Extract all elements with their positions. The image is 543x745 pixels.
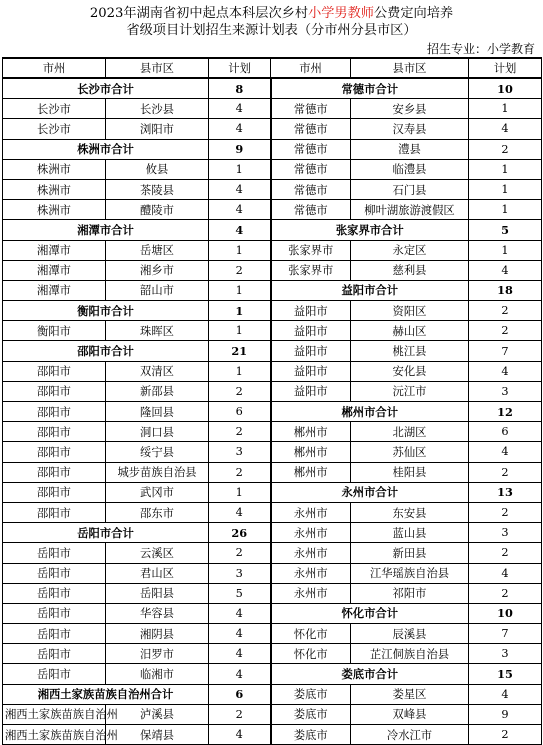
county-cell-left: 湘乡市	[106, 260, 209, 280]
county-cell-right: 安乡县	[351, 99, 469, 119]
subject-label: 招生专业：小学教育	[426, 42, 535, 56]
plan-cell-right: 6	[469, 422, 542, 442]
subtotal-label-left: 岳阳市合计	[3, 523, 209, 543]
subtotal-plan-right: 5	[469, 220, 542, 240]
city-cell-right: 张家界市	[271, 240, 351, 260]
city-cell-right: 娄底市	[271, 725, 351, 745]
city-cell-right: 郴州市	[271, 422, 351, 442]
city-cell-right: 常德市	[271, 139, 351, 159]
plan-cell-left: 2	[209, 422, 271, 442]
plan-cell-left: 4	[209, 179, 271, 199]
city-cell-left: 株洲市	[3, 200, 106, 220]
county-cell-left: 攸县	[106, 159, 209, 179]
city-cell-left: 长沙市	[3, 99, 106, 119]
document-title-line2: 省级项目计划招生来源计划表（分市州分县市区）	[126, 23, 417, 38]
city-cell-left: 湘西土家族苗族自治州	[3, 704, 106, 724]
subtotal-plan-right: 12	[469, 402, 542, 422]
plan-cell-right: 1	[469, 159, 542, 179]
table-row	[3, 402, 542, 422]
city-cell-right: 常德市	[271, 179, 351, 199]
city-cell-right: 娄底市	[271, 704, 351, 724]
city-cell-left: 湘西土家族苗族自治州	[3, 725, 106, 745]
city-cell-left: 岳阳市	[3, 664, 106, 684]
county-cell-left: 岳塘区	[106, 240, 209, 260]
plan-cell-left: 1	[209, 240, 271, 260]
plan-cell-right: 2	[469, 725, 542, 745]
city-cell-right: 怀化市	[271, 624, 351, 644]
subtotal-label-left: 衡阳市合计	[3, 301, 209, 321]
subtotal-plan-right: 15	[469, 664, 542, 684]
county-cell-right: 资阳区	[351, 301, 469, 321]
city-cell-left: 湘潭市	[3, 260, 106, 280]
plan-cell-right: 3	[469, 523, 542, 543]
subtotal-plan-left: 8	[209, 78, 271, 99]
city-cell-left: 株洲市	[3, 159, 106, 179]
plan-cell-right: 2	[469, 301, 542, 321]
county-cell-left: 隆回县	[106, 402, 209, 422]
county-cell-right: 东安县	[351, 502, 469, 522]
title-highlight: 小学男教师	[308, 6, 374, 21]
plan-cell-left: 1	[209, 280, 271, 300]
table-row	[3, 624, 542, 644]
subtotal-label-right: 郴州市合计	[271, 402, 469, 422]
county-cell-right: 娄星区	[351, 684, 469, 704]
city-cell-left: 邵阳市	[3, 482, 106, 502]
subtotal-label-right: 张家界市合计	[271, 220, 469, 240]
city-cell-left: 岳阳市	[3, 603, 106, 623]
county-cell-left: 云溪区	[106, 543, 209, 563]
table-row	[3, 603, 542, 623]
table-row	[3, 159, 542, 179]
city-cell-right: 郴州市	[271, 462, 351, 482]
city-cell-right: 常德市	[271, 200, 351, 220]
county-cell-right: 柳叶湖旅游渡假区	[351, 200, 469, 220]
city-cell-left: 湘潭市	[3, 240, 106, 260]
city-cell-right: 益阳市	[271, 381, 351, 401]
city-cell-right: 郴州市	[271, 442, 351, 462]
city-cell-left: 株洲市	[3, 179, 106, 199]
county-cell-left: 君山区	[106, 563, 209, 583]
county-cell-right: 桂阳县	[351, 462, 469, 482]
table-row	[3, 704, 542, 724]
county-cell-right: 江华瑶族自治县	[351, 563, 469, 583]
county-cell-left: 长沙县	[106, 99, 209, 119]
plan-cell-left: 4	[209, 664, 271, 684]
plan-cell-right: 4	[469, 563, 542, 583]
plan-cell-left: 6	[209, 402, 271, 422]
city-cell-left: 岳阳市	[3, 624, 106, 644]
county-cell-left: 汨罗市	[106, 644, 209, 664]
plan-cell-left: 4	[209, 624, 271, 644]
plan-cell-left: 2	[209, 704, 271, 724]
plan-cell-right: 2	[469, 543, 542, 563]
plan-cell-right: 1	[469, 179, 542, 199]
county-cell-left: 临湘市	[106, 664, 209, 684]
county-cell-right: 临澧县	[351, 159, 469, 179]
plan-cell-right: 4	[469, 361, 542, 381]
plan-cell-left: 2	[209, 462, 271, 482]
plan-cell-right: 1	[469, 240, 542, 260]
city-cell-left: 湘潭市	[3, 280, 106, 300]
subtotal-plan-left: 4	[209, 220, 271, 240]
city-cell-left: 邵阳市	[3, 381, 106, 401]
county-cell-left: 邵东市	[106, 502, 209, 522]
table-row	[3, 240, 542, 260]
county-cell-right: 蓝山县	[351, 523, 469, 543]
table-row	[3, 442, 542, 462]
header-city-right: 市州	[271, 58, 351, 78]
title-suffix: 公费定向培养	[374, 6, 454, 21]
city-cell-right: 常德市	[271, 99, 351, 119]
plan-cell-left: 4	[209, 725, 271, 745]
subtotal-label-left: 长沙市合计	[3, 78, 209, 99]
subtotal-plan-left: 1	[209, 301, 271, 321]
county-cell-right: 北湖区	[351, 422, 469, 442]
plan-cell-right: 2	[469, 502, 542, 522]
table-row	[3, 179, 542, 199]
table-row	[3, 321, 542, 341]
county-cell-right: 芷江侗族自治县	[351, 644, 469, 664]
table-row	[3, 260, 542, 280]
table-header-row	[3, 58, 542, 78]
document-title-line1	[0, 5, 543, 22]
city-cell-right: 益阳市	[271, 341, 351, 361]
table-row	[3, 684, 542, 704]
table-row	[3, 482, 542, 502]
subtotal-label-left: 湘西土家族苗族自治州合计	[3, 684, 209, 704]
county-cell-left: 双清区	[106, 361, 209, 381]
plan-cell-right: 7	[469, 341, 542, 361]
county-cell-right: 永定区	[351, 240, 469, 260]
county-cell-left: 泸溪县	[106, 704, 209, 724]
county-cell-right: 汉寿县	[351, 119, 469, 139]
table-row	[3, 99, 542, 119]
plan-cell-left: 4	[209, 200, 271, 220]
plan-cell-left: 4	[209, 644, 271, 664]
county-cell-left: 岳阳县	[106, 583, 209, 603]
county-cell-right: 赫山区	[351, 321, 469, 341]
table-row	[3, 644, 542, 664]
city-cell-left: 岳阳市	[3, 583, 106, 603]
city-cell-right: 益阳市	[271, 361, 351, 381]
county-cell-left: 城步苗族自治县	[106, 462, 209, 482]
city-cell-left: 邵阳市	[3, 442, 106, 462]
county-cell-left: 武冈市	[106, 482, 209, 502]
subtotal-plan-left: 6	[209, 684, 271, 704]
subtotal-label-right: 永州市合计	[271, 482, 469, 502]
table-row	[3, 220, 542, 240]
plan-cell-right: 1	[469, 200, 542, 220]
subtotal-label-left: 邵阳市合计	[3, 341, 209, 361]
county-cell-right: 新田县	[351, 543, 469, 563]
subtotal-plan-right: 10	[469, 78, 542, 99]
county-cell-right: 冷水江市	[351, 725, 469, 745]
county-cell-left: 浏阳市	[106, 119, 209, 139]
city-cell-right: 常德市	[271, 119, 351, 139]
county-cell-left: 华容县	[106, 603, 209, 623]
plan-cell-right: 4	[469, 119, 542, 139]
county-cell-right: 安化县	[351, 361, 469, 381]
table-row	[3, 583, 542, 603]
city-cell-right: 益阳市	[271, 301, 351, 321]
plan-cell-left: 3	[209, 442, 271, 462]
city-cell-left: 长沙市	[3, 119, 106, 139]
table-row	[3, 725, 542, 745]
table-row	[3, 78, 542, 99]
county-cell-left: 珠晖区	[106, 321, 209, 341]
plan-cell-right: 9	[469, 704, 542, 724]
plan-cell-left: 1	[209, 361, 271, 381]
plan-cell-right: 4	[469, 260, 542, 280]
table-row	[3, 200, 542, 220]
table-row	[3, 341, 542, 361]
city-cell-right: 永州市	[271, 523, 351, 543]
county-cell-right: 慈利县	[351, 260, 469, 280]
city-cell-right: 永州市	[271, 583, 351, 603]
city-cell-right: 永州市	[271, 502, 351, 522]
county-cell-right: 双峰县	[351, 704, 469, 724]
county-cell-left: 醴陵市	[106, 200, 209, 220]
city-cell-right: 常德市	[271, 159, 351, 179]
subtotal-label-right: 益阳市合计	[271, 280, 469, 300]
header-county-left: 县市区	[106, 58, 209, 78]
table-row	[3, 139, 542, 159]
plan-cell-left: 4	[209, 502, 271, 522]
plan-cell-right: 4	[469, 684, 542, 704]
county-cell-right: 澧县	[351, 139, 469, 159]
plan-cell-left: 2	[209, 381, 271, 401]
table-row	[3, 563, 542, 583]
subtotal-plan-right: 10	[469, 603, 542, 623]
subtotal-plan-right: 13	[469, 482, 542, 502]
county-cell-right: 辰溪县	[351, 624, 469, 644]
plan-cell-left: 5	[209, 583, 271, 603]
plan-table	[2, 57, 542, 745]
plan-cell-left: 4	[209, 99, 271, 119]
plan-cell-right: 2	[469, 139, 542, 159]
county-cell-left: 韶山市	[106, 280, 209, 300]
plan-cell-right: 2	[469, 462, 542, 482]
subtotal-plan-right: 18	[469, 280, 542, 300]
county-cell-right: 石门县	[351, 179, 469, 199]
county-cell-right: 祁阳市	[351, 583, 469, 603]
plan-cell-left: 2	[209, 543, 271, 563]
header-plan-left: 计划	[209, 58, 271, 78]
city-cell-right: 张家界市	[271, 260, 351, 280]
plan-cell-left: 4	[209, 119, 271, 139]
header-plan-right: 计划	[469, 58, 542, 78]
plan-cell-right: 4	[469, 442, 542, 462]
subtotal-label-left: 株洲市合计	[3, 139, 209, 159]
plan-cell-right: 3	[469, 644, 542, 664]
county-cell-left: 保靖县	[106, 725, 209, 745]
county-cell-left: 茶陵县	[106, 179, 209, 199]
county-cell-right: 苏仙区	[351, 442, 469, 462]
city-cell-left: 邵阳市	[3, 402, 106, 422]
table-row	[3, 462, 542, 482]
subtotal-label-left: 湘潭市合计	[3, 220, 209, 240]
subtotal-plan-left: 9	[209, 139, 271, 159]
table-row	[3, 502, 542, 522]
city-cell-left: 岳阳市	[3, 563, 106, 583]
city-cell-right: 益阳市	[271, 321, 351, 341]
table-row	[3, 361, 542, 381]
county-cell-right: 桃江县	[351, 341, 469, 361]
table-row	[3, 301, 542, 321]
county-cell-left: 湘阴县	[106, 624, 209, 644]
subtotal-label-right: 怀化市合计	[271, 603, 469, 623]
table-row	[3, 664, 542, 684]
plan-cell-left: 1	[209, 482, 271, 502]
table-row	[3, 543, 542, 563]
plan-cell-left: 4	[209, 603, 271, 623]
plan-cell-right: 2	[469, 583, 542, 603]
table-row	[3, 280, 542, 300]
county-cell-right: 沅江市	[351, 381, 469, 401]
city-cell-left: 邵阳市	[3, 462, 106, 482]
plan-cell-left: 1	[209, 321, 271, 341]
plan-cell-left: 2	[209, 260, 271, 280]
title-prefix: 2023年湖南省初中起点本科层次乡村	[89, 6, 309, 21]
plan-cell-right: 2	[469, 321, 542, 341]
city-cell-left: 邵阳市	[3, 502, 106, 522]
city-cell-right: 怀化市	[271, 644, 351, 664]
plan-cell-right: 7	[469, 624, 542, 644]
table-row	[3, 381, 542, 401]
subtotal-plan-left: 26	[209, 523, 271, 543]
plan-cell-left: 1	[209, 159, 271, 179]
city-cell-right: 永州市	[271, 563, 351, 583]
city-cell-left: 邵阳市	[3, 361, 106, 381]
county-cell-left: 洞口县	[106, 422, 209, 442]
plan-cell-right: 1	[469, 99, 542, 119]
subtotal-plan-left: 21	[209, 341, 271, 361]
city-cell-left: 邵阳市	[3, 422, 106, 442]
table-row	[3, 523, 542, 543]
county-cell-left: 绥宁县	[106, 442, 209, 462]
subtotal-label-right: 娄底市合计	[271, 664, 469, 684]
subtotal-label-right: 常德市合计	[271, 78, 469, 99]
city-cell-left: 衡阳市	[3, 321, 106, 341]
table-row	[3, 422, 542, 442]
plan-cell-right: 3	[469, 381, 542, 401]
city-cell-right: 娄底市	[271, 684, 351, 704]
header-city-left: 市州	[3, 58, 106, 78]
city-cell-right: 永州市	[271, 543, 351, 563]
county-cell-left: 新邵县	[106, 381, 209, 401]
city-cell-left: 岳阳市	[3, 543, 106, 563]
table-row	[3, 119, 542, 139]
header-county-right: 县市区	[351, 58, 469, 78]
city-cell-left: 岳阳市	[3, 644, 106, 664]
table-body	[3, 78, 542, 745]
plan-cell-left: 3	[209, 563, 271, 583]
